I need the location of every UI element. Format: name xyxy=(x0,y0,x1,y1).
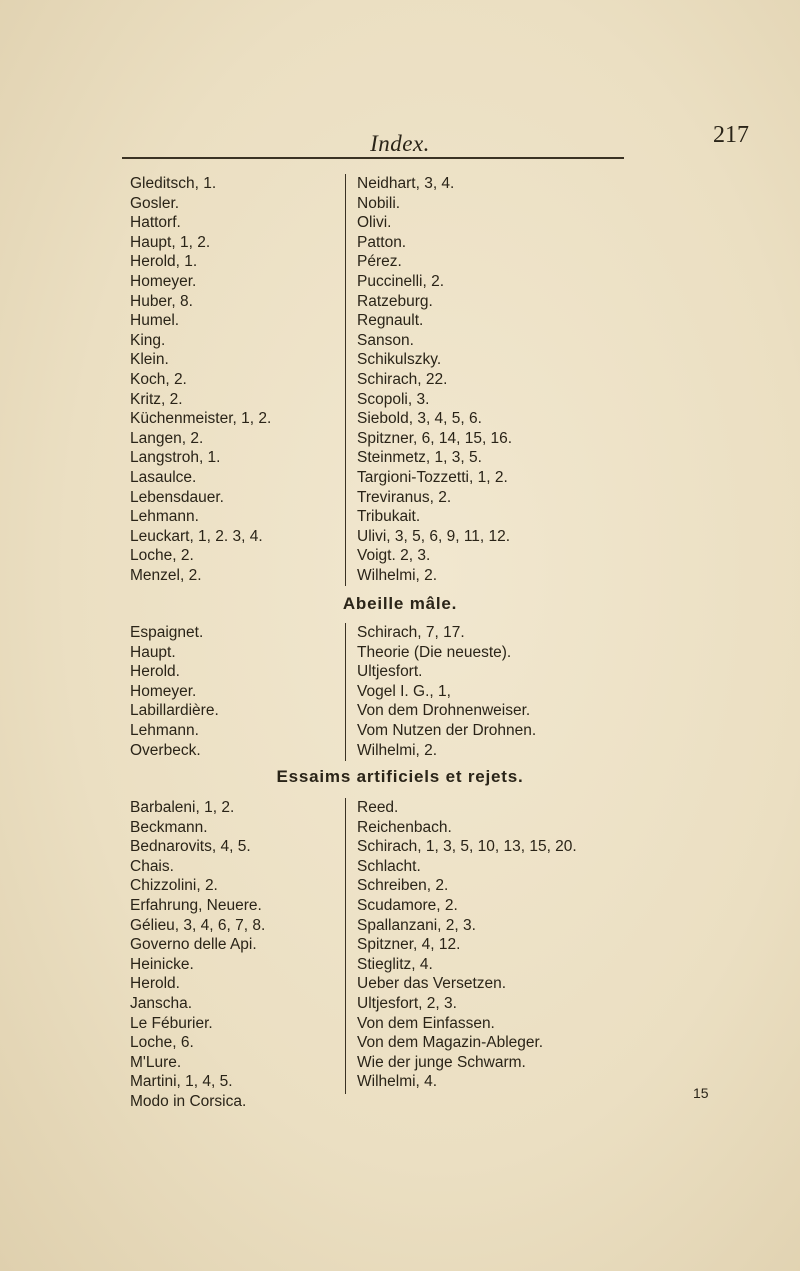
index-entry: Heinicke. xyxy=(130,955,194,973)
index-entry: Herold. xyxy=(130,975,180,993)
index-entry: Loche, 2. xyxy=(130,547,194,565)
index-entry: Treviranus, 2. xyxy=(357,488,452,506)
index-entry: Governo delle Api. xyxy=(130,936,257,954)
index-entry: Humel. xyxy=(130,312,180,330)
index-entry: Patton. xyxy=(357,233,407,251)
section3-right-column xyxy=(357,798,577,1092)
index-entry: Gosler. xyxy=(130,194,180,212)
index-entry: Wilhelmi, 4. xyxy=(357,1073,438,1091)
index-entry: Janscha. xyxy=(130,994,193,1012)
index-entry: Erfahrung, Neuere. xyxy=(130,896,262,914)
index-entry: Herold. xyxy=(130,663,180,681)
index-entry: Sanson. xyxy=(357,331,414,349)
index-entry: Regnault. xyxy=(357,312,424,330)
index-entry: Gleditsch, 1. xyxy=(130,175,217,192)
section1-left-column xyxy=(130,174,271,585)
index-entry: Reed. xyxy=(357,799,399,816)
index-entry: Overbeck. xyxy=(130,741,201,759)
section2-column-divider xyxy=(345,623,346,761)
index-entry: Haupt, 1, 2. xyxy=(130,233,211,251)
index-entry: Ulivi, 3, 5, 6, 9, 11, 12. xyxy=(357,527,511,545)
index-entry: Siebold, 3, 4, 5, 6. xyxy=(357,410,482,428)
index-entry: Hattorf. xyxy=(130,214,181,232)
index-entry: Wie der junge Schwarm. xyxy=(357,1053,526,1071)
index-entry: Labillardière. xyxy=(130,702,219,720)
index-entry: Stieglitz, 4. xyxy=(357,955,433,973)
section3-column-divider xyxy=(345,798,346,1094)
section3-left-column xyxy=(130,798,265,1112)
index-entry: King. xyxy=(130,331,166,349)
header-rule xyxy=(122,157,624,159)
index-entry: Kritz, 2. xyxy=(130,390,183,408)
signature-number: 15 xyxy=(693,1085,709,1101)
index-entry: Reichenbach. xyxy=(357,818,452,836)
index-entry: Wilhelmi, 2. xyxy=(357,741,438,759)
index-entry: Von dem Einfassen. xyxy=(357,1014,495,1032)
index-entry: Theorie (Die neueste). xyxy=(357,643,512,661)
index-entry: Schirach, 7, 17. xyxy=(357,624,465,641)
index-entry: Menzel, 2. xyxy=(130,566,202,584)
index-entry: Puccinelli, 2. xyxy=(357,272,445,290)
index-entry: Martini, 1, 4, 5. xyxy=(130,1073,233,1091)
index-entry: Nobili. xyxy=(357,194,401,212)
index-entry: Espaignet. xyxy=(130,624,204,641)
index-entry: Ueber das Versetzen. xyxy=(357,975,507,993)
index-entry: Bednarovits, 4, 5. xyxy=(130,838,251,856)
section2-left-column xyxy=(130,623,219,760)
index-entry: Langen, 2. xyxy=(130,429,204,447)
index-entry: Von dem Magazin-Ableger. xyxy=(357,1034,544,1052)
section1-column-divider xyxy=(345,174,346,586)
index-entry: Barbaleni, 1, 2. xyxy=(130,799,235,816)
index-entry: Leuckart, 1, 2. 3, 4. xyxy=(130,527,263,545)
index-entry: Spallanzani, 2, 3. xyxy=(357,916,476,934)
index-entry: Schirach, 1, 3, 5, 10, 13, 15, 20. xyxy=(357,838,577,856)
index-entry: Pérez. xyxy=(357,253,402,271)
section1-right-column xyxy=(357,174,512,585)
index-entry: Homeyer. xyxy=(130,272,197,290)
index-entry: Modo in Corsica. xyxy=(130,1092,247,1110)
section-heading-abeille-male: Abeille mâle. xyxy=(342,594,458,613)
index-entry: Klein. xyxy=(130,351,169,369)
index-entry: Homeyer. xyxy=(130,682,197,700)
index-entry: M'Lure. xyxy=(130,1053,182,1071)
index-entry: Targioni-Tozzetti, 1, 2. xyxy=(357,468,508,486)
page-title: Index. xyxy=(370,131,430,156)
index-entry: Gélieu, 3, 4, 6, 7, 8. xyxy=(130,916,266,934)
section-heading-essaims: Essaims artificiels et rejets. xyxy=(276,767,524,786)
index-entry: Spitzner, 4, 12. xyxy=(357,936,461,954)
index-entry: Chizzolini, 2. xyxy=(130,877,218,895)
index-entry: Schikulszky. xyxy=(357,351,442,369)
index-entry: Ultjesfort, 2, 3. xyxy=(357,994,457,1012)
index-entry: Ultjesfort. xyxy=(357,663,423,681)
index-entry: Steinmetz, 1, 3, 5. xyxy=(357,449,482,467)
index-entry: Loche, 6. xyxy=(130,1034,194,1052)
index-entry: Haupt. xyxy=(130,643,176,661)
index-entry: Herold, 1. xyxy=(130,253,198,271)
index-entry: Wilhelmi, 2. xyxy=(357,566,438,584)
index-entry: Lehmann. xyxy=(130,721,199,739)
index-entry: Chais. xyxy=(130,857,174,875)
index-entry: Scopoli, 3. xyxy=(357,390,430,408)
index-entry: Lebensdauer. xyxy=(130,488,224,506)
section2-right-column xyxy=(357,623,536,760)
index-entry: Schreiben, 2. xyxy=(357,877,449,895)
index-entry: Koch, 2. xyxy=(130,370,187,388)
index-entry: Scudamore, 2. xyxy=(357,896,458,914)
index-entry: Langstroh, 1. xyxy=(130,449,221,467)
page-number: 217 xyxy=(713,122,749,148)
index-entry: Voigt. 2, 3. xyxy=(357,547,431,565)
index-entry: Huber, 8. xyxy=(130,292,193,310)
index-entry: Lasaulce. xyxy=(130,468,197,486)
index-entry: Olivi. xyxy=(357,214,392,232)
index-entry: Vogel I. G., 1, xyxy=(357,682,451,700)
index-entry: Vom Nutzen der Drohnen. xyxy=(357,721,537,739)
index-entry: Le Féburier. xyxy=(130,1014,213,1032)
index-entry: Schlacht. xyxy=(357,857,421,875)
index-entry: Spitzner, 6, 14, 15, 16. xyxy=(357,429,513,447)
index-entry: Von dem Drohnenweiser. xyxy=(357,702,531,720)
index-entry: Küchenmeister, 1, 2. xyxy=(130,410,272,428)
index-entry: Beckmann. xyxy=(130,818,208,836)
index-entry: Tribukait. xyxy=(357,508,421,526)
index-entry: Schirach, 22. xyxy=(357,370,448,388)
index-entry: Lehmann. xyxy=(130,508,199,526)
index-entry: Ratzeburg. xyxy=(357,292,433,310)
index-entry: Neidhart, 3, 4. xyxy=(357,175,455,192)
